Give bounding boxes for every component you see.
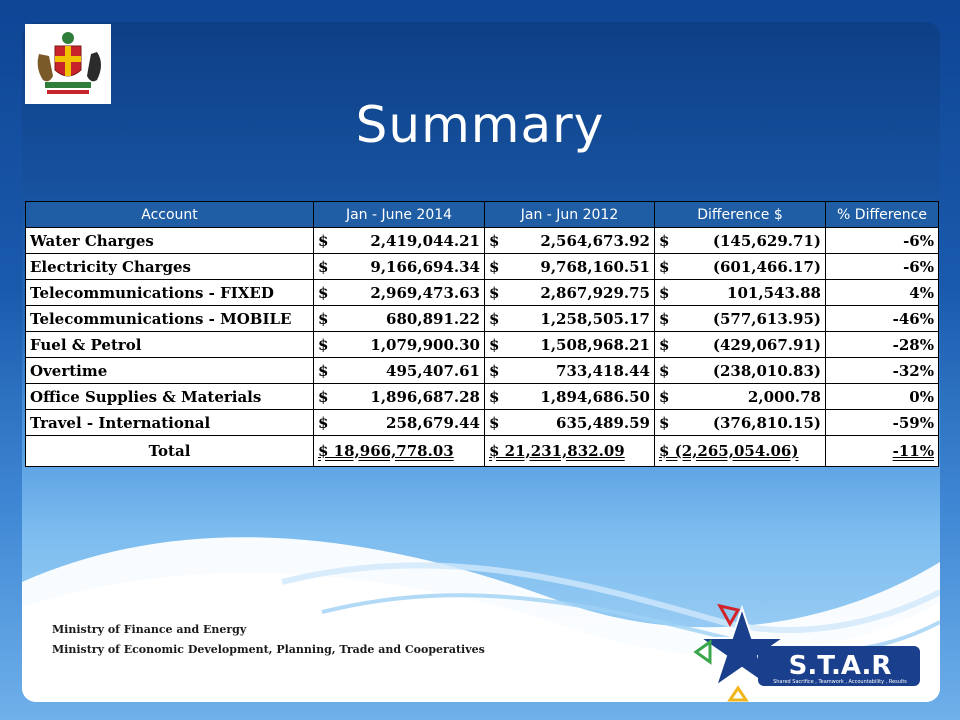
- total-difference-cell: $ (2,265,054.06): [655, 436, 826, 467]
- difference-cell: $ (601,466.17): [655, 254, 826, 280]
- pct-cell: 0%: [826, 384, 939, 410]
- header-jan-jun-2012: Jan - Jun 2012: [485, 202, 655, 228]
- total-2012-cell: $ 21,231,832.09: [485, 436, 655, 467]
- table-row: [26, 306, 939, 332]
- header-account: Account: [26, 202, 314, 228]
- account-cell: Fuel & Petrol: [26, 332, 314, 358]
- value-2012-cell: $ 2,867,929.75: [485, 280, 655, 306]
- summary-table: [25, 201, 939, 467]
- table-row: [26, 228, 939, 254]
- difference-cell: $ (238,010.83): [655, 358, 826, 384]
- header-difference: Difference $: [655, 202, 826, 228]
- currency-symbol: $: [318, 335, 329, 354]
- slide-title: Summary: [355, 96, 605, 154]
- difference-cell: $ 101,543.88: [655, 280, 826, 306]
- difference-cell: $ (577,613.95): [655, 306, 826, 332]
- pct-cell: -28%: [826, 332, 939, 358]
- currency-symbol: $: [489, 231, 500, 250]
- account-cell: Office Supplies & Materials: [26, 384, 314, 410]
- pct-cell: -46%: [826, 306, 939, 332]
- currency-symbol: $: [489, 413, 500, 432]
- account-cell: Electricity Charges: [26, 254, 314, 280]
- currency-symbol: $: [318, 361, 329, 380]
- pct-cell: -6%: [826, 228, 939, 254]
- difference-cell: $ (376,810.15): [655, 410, 826, 436]
- account-cell: Telecommunications - FIXED: [26, 280, 314, 306]
- currency-symbol: $: [318, 309, 329, 328]
- total-row: [26, 436, 939, 467]
- value-2012-cell: $ 2,564,673.92: [485, 228, 655, 254]
- pct-cell: -32%: [826, 358, 939, 384]
- currency-symbol: $: [318, 257, 329, 276]
- pct-cell: -59%: [826, 410, 939, 436]
- currency-symbol: $: [659, 231, 670, 250]
- currency-symbol: $: [489, 309, 500, 328]
- currency-symbol: $: [659, 283, 670, 302]
- difference-cell: $ 2,000.78: [655, 384, 826, 410]
- value-2012-cell: $ 733,418.44: [485, 358, 655, 384]
- table-row: [26, 254, 939, 280]
- currency-symbol: $: [489, 257, 500, 276]
- currency-symbol: $: [318, 231, 329, 250]
- currency-symbol: $: [659, 335, 670, 354]
- value-2014-cell: $ 258,679.44: [314, 410, 485, 436]
- footer-ministries: [52, 620, 485, 660]
- currency-symbol: $: [318, 283, 329, 302]
- value-2014-cell: $ 680,891.22: [314, 306, 485, 332]
- difference-cell: $ (145,629.71): [655, 228, 826, 254]
- value-2014-cell: $ 9,166,694.34: [314, 254, 485, 280]
- table-row: [26, 384, 939, 410]
- currency-symbol: $: [489, 387, 500, 406]
- currency-symbol: $: [489, 283, 500, 302]
- pct-cell: 4%: [826, 280, 939, 306]
- currency-symbol: $: [659, 309, 670, 328]
- account-cell: Water Charges: [26, 228, 314, 254]
- value-2012-cell: $ 635,489.59: [485, 410, 655, 436]
- account-cell: Travel - International: [26, 410, 314, 436]
- footer-line-2: Ministry of Economic Development, Planning, Trade and Cooperatives: [52, 643, 485, 656]
- currency-symbol: $: [659, 413, 670, 432]
- header-jan-june-2014: Jan - June 2014: [314, 202, 485, 228]
- value-2014-cell: $ 2,419,044.21: [314, 228, 485, 254]
- currency-symbol: $: [659, 387, 670, 406]
- value-2014-cell: $ 495,407.61: [314, 358, 485, 384]
- star-logo-tagline: Shared Sacrifice , Teamwork , Accountability , Results: [773, 679, 907, 685]
- total-pct-cell: -11%: [826, 436, 939, 467]
- currency-symbol: $: [659, 361, 670, 380]
- account-cell: Overtime: [26, 358, 314, 384]
- difference-cell: $ (429,067.91): [655, 332, 826, 358]
- value-2014-cell: $ 1,079,900.30: [314, 332, 485, 358]
- total-2014-cell: $ 18,966,778.03: [314, 436, 485, 467]
- value-2012-cell: $ 1,894,686.50: [485, 384, 655, 410]
- footer-line-1: Ministry of Finance and Energy: [52, 623, 247, 636]
- currency-symbol: $: [318, 413, 329, 432]
- table-row: [26, 410, 939, 436]
- currency-symbol: $: [489, 361, 500, 380]
- value-2014-cell: $ 2,969,473.63: [314, 280, 485, 306]
- table-row: [26, 332, 939, 358]
- table-row: [26, 358, 939, 384]
- table-row: [26, 280, 939, 306]
- table-header-row: [26, 202, 939, 228]
- total-label: Total: [26, 436, 314, 467]
- value-2014-cell: $ 1,896,687.28: [314, 384, 485, 410]
- account-cell: Telecommunications - MOBILE: [26, 306, 314, 332]
- currency-symbol: $: [659, 257, 670, 276]
- currency-symbol: $: [318, 387, 329, 406]
- value-2012-cell: $ 9,768,160.51: [485, 254, 655, 280]
- coat-of-arms-logo: [25, 24, 111, 104]
- currency-symbol: $: [489, 335, 500, 354]
- header-pct-difference: % Difference: [826, 202, 939, 228]
- pct-cell: -6%: [826, 254, 939, 280]
- star-logo: [690, 602, 930, 702]
- value-2012-cell: $ 1,508,968.21: [485, 332, 655, 358]
- star-logo-text: S.T.A.R: [788, 651, 892, 681]
- value-2012-cell: $ 1,258,505.17: [485, 306, 655, 332]
